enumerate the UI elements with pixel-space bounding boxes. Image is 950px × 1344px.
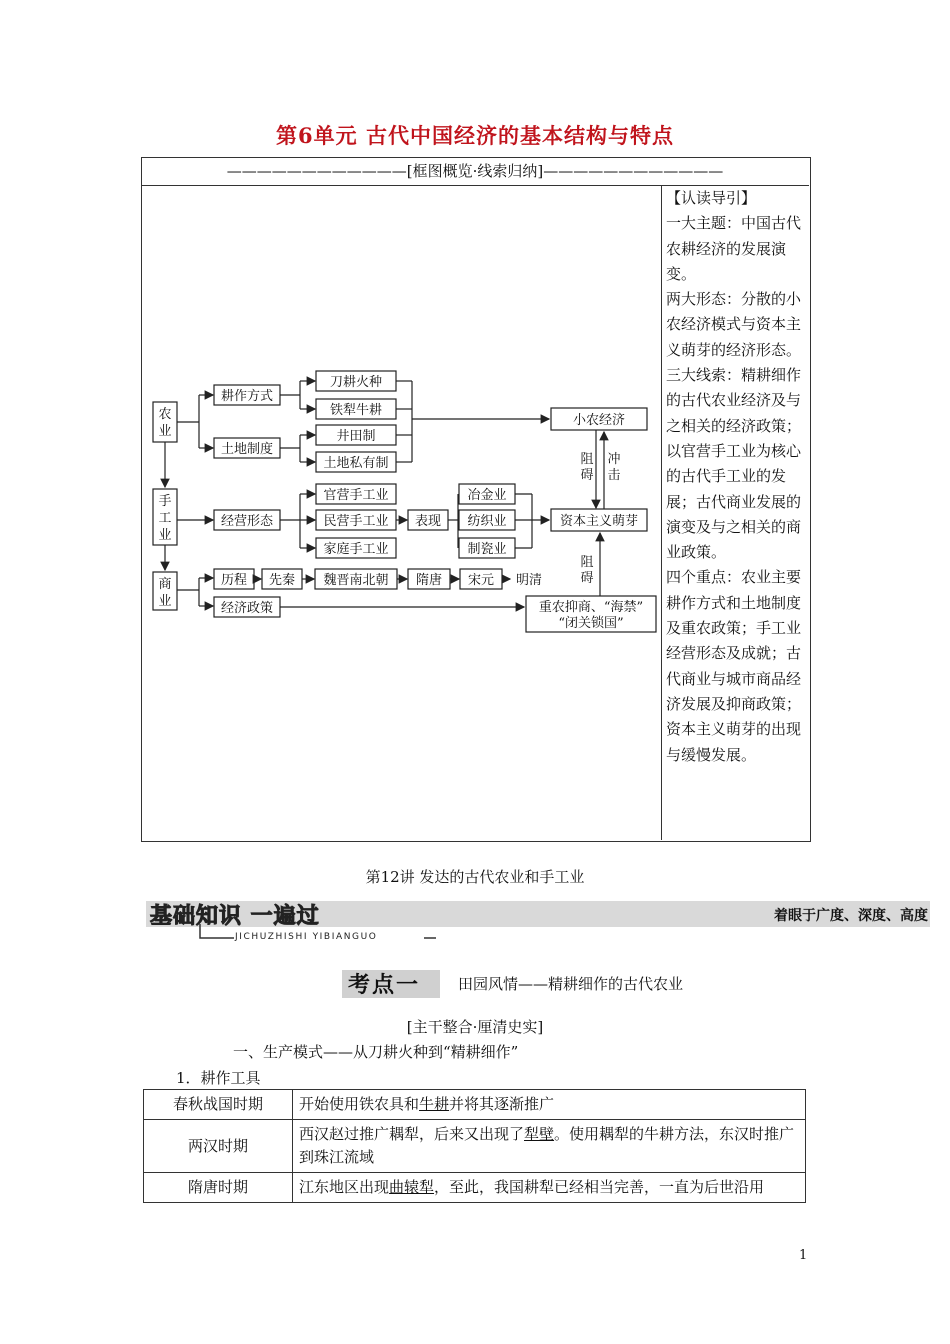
tools-table	[143, 1089, 806, 1203]
private-land: 土地私有制	[323, 456, 389, 471]
desc-cell: 开始使用铁农具和牛耕并将其逐渐推广	[293, 1090, 806, 1120]
kaodian-label: 考点一	[348, 973, 421, 998]
agri-1: 农	[158, 407, 172, 422]
desc-cell: 江东地区出现曲辕犁，至此，我国耕犁已经相当完善，一直为后世沿用	[293, 1173, 806, 1203]
capitalism: 资本主义萌芽	[559, 514, 639, 529]
metal: 冶金业	[467, 488, 507, 503]
guide-heading: 【认读导引】	[666, 189, 757, 207]
craft-1: 手	[158, 494, 172, 509]
banner-title: 基础知识 一遍过	[150, 904, 320, 929]
table-row	[144, 1090, 806, 1120]
farming-method: 耕作方式	[220, 389, 274, 404]
agri-2: 业	[158, 424, 172, 439]
official-craft: 官营手工业	[323, 488, 389, 503]
guide-p2: 两大形态：分散的小农经济模式与资本主义萌芽的经济形态。	[666, 290, 802, 359]
textile: 纺织业	[467, 514, 507, 529]
policy-line1: 重农抑商、“海禁”	[538, 600, 644, 615]
impact-1: 冲	[607, 452, 621, 467]
mgmt-form: 经营形态	[220, 514, 274, 529]
table-row	[144, 1173, 806, 1203]
block-2: 碍	[580, 468, 594, 483]
porcelain: 制瓷业	[467, 542, 507, 557]
land-system: 土地制度	[220, 442, 274, 457]
iron-plough: 铁犁牛耕	[329, 403, 383, 418]
section-1: 一、生产模式——从刀耕火种到“精耕细作”	[233, 1043, 519, 1061]
impact-2: 击	[607, 468, 621, 483]
private-craft: 民营手工业	[323, 514, 389, 529]
frame-header: ————————————[框图概览·线索归纳]————————————	[141, 157, 809, 186]
banner-motto: 着眼于广度、深度、高度	[774, 908, 928, 924]
period-cell: 隋唐时期	[144, 1173, 293, 1203]
sub-heading: [主干整合·厘清史实]	[406, 1018, 544, 1036]
songyuan: 宋元	[467, 573, 495, 588]
mingqing: 明清	[515, 573, 543, 588]
performance: 表现	[414, 514, 442, 529]
well-field: 井田制	[336, 429, 376, 444]
pre-qin: 先秦	[268, 573, 296, 588]
period-cell: 两汉时期	[144, 1120, 293, 1173]
table-row	[144, 1120, 806, 1173]
suitang: 隋唐	[415, 573, 443, 588]
econ-policy: 经济政策	[220, 601, 274, 616]
page-number: 1	[799, 1248, 808, 1263]
period-cell: 春秋战国时期	[144, 1090, 293, 1120]
household-craft: 家庭手工业	[323, 542, 389, 557]
craft-2: 工	[158, 511, 172, 526]
lecture-title: 第12讲 发达的古代农业和手工业	[365, 868, 585, 886]
section-2: 1．耕作工具	[176, 1069, 261, 1087]
guide-p4: 四个重点：农业主要耕作方式和土地制度及重农政策；手工业经营形态及成就；古代商业与城市商品经济发展及抑商政策；资本主义萌芽的出现与缓慢发展。	[666, 568, 802, 764]
small-farm: 小农经济	[572, 413, 626, 428]
comm-1: 商	[158, 577, 172, 592]
banner-pinyin: JICHUZHISHI YIBIANGUO	[235, 932, 378, 942]
weijin: 魏晋南北朝	[323, 573, 389, 588]
block2-2: 碍	[580, 571, 594, 586]
guide-p1: 一大主题：中国古代农耕经济的发展演变。	[666, 214, 802, 283]
comm-2: 业	[158, 594, 172, 609]
guide-p3: 三大线索：精耕细作的古代农业经济及与之相关的经济政策；以官营手工业为核心的古代手工业的发展；古代商业发展的演变及与之相关的商业政策。	[666, 366, 802, 562]
slash-burn: 刀耕火种	[329, 375, 383, 390]
policy-line2: “闭关锁国”	[558, 616, 624, 631]
block-1: 阻	[580, 452, 594, 467]
desc-cell: 西汉赵过推广耦犁，后来又出现了犁壁。使用耦犁的牛耕方法，东汉时推广到珠江流域	[293, 1120, 806, 1173]
craft-3: 业	[158, 528, 172, 543]
history: 历程	[220, 573, 248, 588]
block2-1: 阻	[580, 555, 594, 570]
kaodian-title: 田园风情——精耕细作的古代农业	[458, 975, 684, 993]
unit-title: 第6单元 古代中国经济的基本结构与特点	[276, 123, 674, 148]
